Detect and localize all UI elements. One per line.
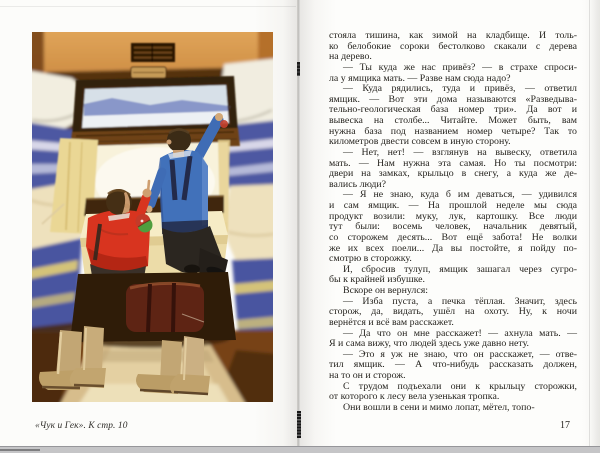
left-page bbox=[0, 0, 298, 447]
text-line: Я и сама вижу, что людей здесь уже давно нету. bbox=[329, 338, 530, 350]
text-line: — Это я уж не знаю, что он расскажет, — отве- bbox=[343, 348, 577, 360]
text-line: вались люди? bbox=[329, 178, 387, 190]
text-line: смотрю в сторожку. bbox=[329, 253, 412, 265]
text-line: — Да что он мне расскажет! — ахнула мать. — bbox=[343, 327, 577, 339]
page-number: 17 bbox=[560, 420, 570, 431]
text-line: — Ты куда же нас привёз? — в страхе спроси- bbox=[343, 61, 577, 73]
text-line: тут были: восемь человек, начальник девятый, bbox=[329, 221, 577, 233]
text-line: тил ямщик. — А что-нибудь рассказать должен, bbox=[329, 359, 577, 371]
scan-bottom-corner bbox=[0, 449, 40, 451]
page-top-edge bbox=[0, 6, 296, 7]
text-line: вывеска на столбе... Читайте. Может быть, вам bbox=[329, 115, 577, 126]
text-line: бы к крайней избушке. bbox=[329, 274, 425, 286]
text-line: — Нет, нет! — взглянув на вывеску, ответила bbox=[343, 146, 577, 158]
text-line: мать. — Нам нужна эта самая. Но ты посмотри: bbox=[329, 157, 577, 169]
text-line: от которого к лесу вела узенькая тропка. bbox=[329, 391, 500, 403]
text-line: нужна база под названием номер четыре? Так то bbox=[329, 125, 577, 137]
text-line: километров двести совсем в иную сторону. bbox=[329, 136, 511, 148]
page-right-edge bbox=[589, 0, 600, 446]
text-line: — Куда рядились, туда и привёз, — ответил bbox=[343, 83, 577, 95]
text-line: продукт возили: муку, лук, картошку. Все люди bbox=[329, 210, 577, 222]
scan-bottom-edge bbox=[0, 446, 600, 453]
gutter-mark bbox=[297, 411, 301, 438]
text-line: на то он и сторож. bbox=[329, 370, 406, 381]
text-line: — Изба пуста, а печка тёплая. Значит, здесь bbox=[343, 295, 577, 307]
text-line: стояла тишина, как зимой на кладбище. И толь- bbox=[329, 30, 577, 41]
text-line: сторож, да, видать, ушёл на охоту. Ну, к ночи bbox=[329, 306, 577, 318]
text-line: Вскоре он вернулся: bbox=[343, 285, 428, 296]
gutter-mark bbox=[297, 62, 300, 76]
illustration-caption: «Чук и Гек». К стр. 10 bbox=[35, 421, 128, 431]
text-line: ла у ямщика мать. — Разве нам сюда надо? bbox=[329, 72, 511, 84]
train-compartment-illustration bbox=[32, 32, 273, 402]
text-line: С трудом подъехали они к крыльцу сторожки, bbox=[343, 380, 577, 392]
text-line: же их всех поели... Да вы постойте, я пойду по- bbox=[329, 242, 577, 254]
text-line: ко белобокие сороки бестолково скакали с дерева bbox=[329, 40, 577, 52]
text-line: Они вошли в сени и мимо лопат, мётел, топо- bbox=[343, 401, 535, 413]
text-line: — Я не знаю, куда б им деваться, — удивился bbox=[343, 189, 577, 201]
text-column bbox=[329, 31, 577, 414]
text-line: на дерево. bbox=[329, 51, 372, 63]
text-line: со сторожем десять... Вот ещё забота! Не волки bbox=[329, 231, 577, 243]
text-line: И, сбросив тулуп, ямщик зашагал через сугро- bbox=[343, 263, 577, 275]
text-line: тельно-геологическая база номер три». Да вот и bbox=[329, 104, 577, 116]
text-line: и сам ямщик. — На прошлой неделе мы сюда bbox=[329, 200, 577, 211]
text-line: двери на замках, крыльцо в снегу, а куда же де- bbox=[329, 168, 577, 180]
text-line: ямщик. — Вот эти дома называются «Разведыва- bbox=[329, 93, 577, 105]
suitcase bbox=[126, 283, 204, 332]
text-line: вернётся и всё вам расскажет. bbox=[329, 316, 454, 328]
